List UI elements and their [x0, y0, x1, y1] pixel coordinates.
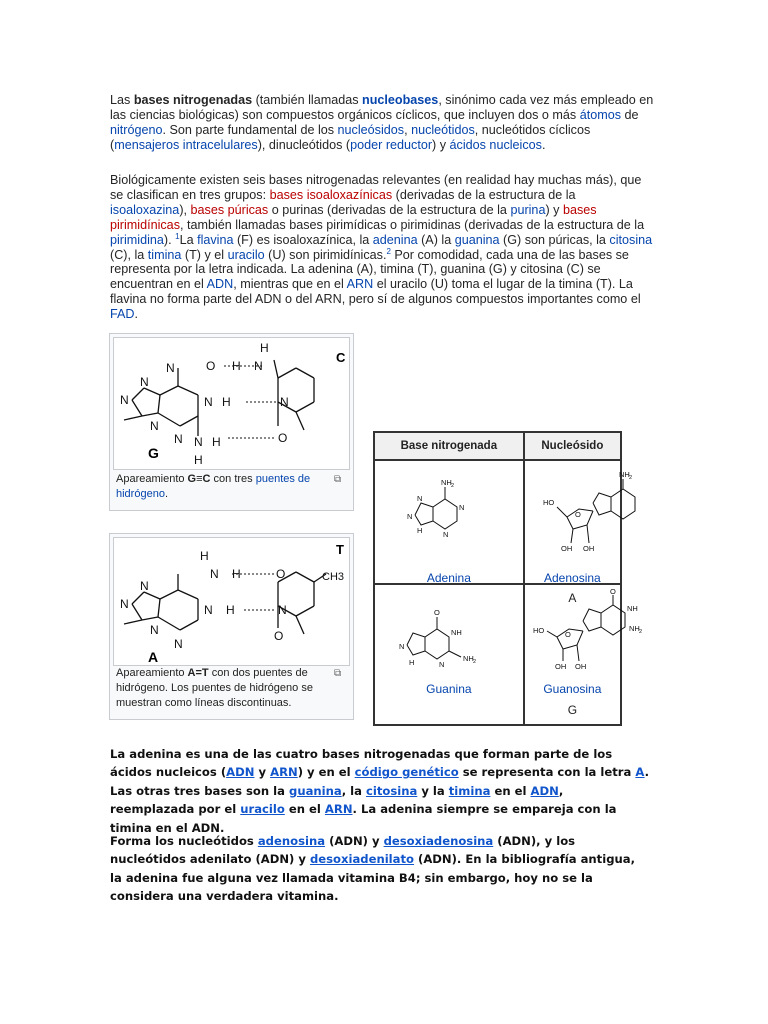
text: el uracilo (U) toma el lugar de la timina (T). La flavina no forma parte del ADN o del ARN, pero sí de algunos compuestos importantes como el	[110, 277, 641, 307]
cell-adenosina	[524, 460, 632, 605]
svg-text:N: N	[174, 637, 183, 651]
figure-caption	[116, 666, 331, 711]
gc-pair-diagram	[114, 338, 349, 469]
link-adenosina[interactable]: adenosina	[257, 834, 326, 848]
svg-text:N: N	[140, 375, 149, 389]
text: (ADN), y los nucleótidos adenilato (ADN) y	[110, 834, 576, 867]
link-bases-isoaloxazinicas[interactable]: bases isoaloxazínicas	[269, 187, 393, 202]
svg-text:N: N	[407, 512, 413, 521]
link-adn[interactable]: ADN	[206, 277, 234, 292]
text: en el	[490, 783, 531, 798]
link-poder-reductor[interactable]: poder reductor	[350, 137, 433, 152]
link-isoaloxazina[interactable]: isoaloxazina	[110, 202, 180, 217]
nucleoside-letter: A	[568, 591, 577, 605]
svg-text:NH: NH	[441, 478, 452, 487]
link-bases-puricas[interactable]: bases púricas	[190, 202, 269, 217]
text: , también llamadas bases pirimídicas o pirimidinas (derivadas de la estructura de la	[180, 217, 645, 232]
svg-text:N: N	[150, 419, 159, 433]
link-guanina[interactable]: guanina	[289, 783, 342, 798]
svg-text:OH: OH	[582, 544, 594, 553]
text: Apareamiento	[116, 473, 188, 485]
text: (G) son púricas, la	[499, 232, 610, 247]
text: se representa con la letra	[458, 765, 636, 780]
text: ,	[404, 122, 412, 137]
svg-text:NH: NH	[451, 628, 462, 637]
adenine-paragraph	[110, 745, 650, 837]
figure-gc-pairing	[109, 333, 354, 511]
base-label[interactable]: Guanina	[426, 682, 472, 696]
link-codigo-genetico[interactable]: código genético	[354, 765, 459, 780]
text: Apareamiento	[116, 667, 188, 679]
text: con tres	[210, 473, 256, 485]
text: (ADN) y	[325, 834, 384, 848]
link-arn[interactable]: ARN	[270, 765, 298, 780]
nucleoside-label[interactable]: Adenosina	[544, 571, 601, 585]
base-letter-g: G	[148, 445, 159, 461]
link-timina[interactable]: timina	[147, 247, 182, 262]
text: , mientras que en el	[233, 277, 347, 292]
text: . Son parte fundamental de los	[162, 122, 338, 137]
gc-structure-image	[113, 337, 350, 470]
text: (U) son pirimidínicas.	[264, 247, 387, 262]
at-pair-diagram	[114, 538, 349, 665]
svg-text:N: N	[166, 361, 175, 375]
text: La	[179, 232, 198, 247]
svg-text:O: O	[574, 510, 581, 519]
text: Forma los nucleótidos	[110, 834, 258, 848]
guanosine-structure	[527, 587, 647, 682]
svg-text:H: H	[226, 603, 235, 617]
figure-at-pairing	[109, 533, 354, 720]
svg-text:O: O	[276, 567, 286, 581]
svg-text:N: N	[443, 530, 449, 539]
text: (F) es isoaloxazínica, la	[233, 232, 373, 247]
base-letter-t: T	[336, 542, 344, 557]
link-a[interactable]: A	[635, 765, 645, 780]
svg-text:H: H	[212, 435, 221, 449]
link-nucleobases[interactable]: nucleobases	[362, 93, 439, 107]
svg-text:HO: HO	[532, 626, 544, 635]
text: , la	[341, 783, 366, 798]
link-flavina[interactable]: flavina	[197, 232, 234, 247]
text: de	[621, 107, 639, 122]
svg-text:N: N	[417, 494, 423, 503]
bold-term: bases nitrogenadas	[133, 93, 253, 107]
text: con dos puentes de hidrógeno. Los puentes de hidrógeno se muestran como líneas discontinuas.	[116, 667, 313, 709]
svg-text:H: H	[194, 453, 203, 467]
text: .	[134, 307, 138, 322]
text: ).	[163, 232, 176, 247]
methyl-group-label: CH3	[322, 571, 345, 583]
link-citosina[interactable]: citosina	[609, 232, 653, 247]
text: , sinónimo cada vez más empleado en las ciencias biológicas) son compuestos orgánicos cíclicos, que incluyen dos o más	[110, 93, 654, 122]
svg-text:H: H	[232, 567, 241, 581]
text: (T) y el	[181, 247, 228, 262]
link-desoxiadenilato[interactable]: desoxiadenilato	[309, 852, 414, 867]
base-letter-a: A	[148, 649, 159, 665]
header-nucleosido: Nucleósido	[524, 432, 621, 460]
svg-text:OH: OH	[574, 662, 586, 671]
link-puentes-de-hidrogeno[interactable]: puentes de hidrógeno	[116, 473, 311, 500]
svg-text:N: N	[194, 435, 203, 449]
link-adn[interactable]: ADN	[530, 783, 559, 798]
figure-caption	[116, 472, 316, 502]
svg-text:N: N	[140, 579, 149, 593]
svg-text:O: O	[564, 630, 571, 639]
bold-text: G≡C	[187, 473, 211, 485]
text: en el	[284, 802, 325, 817]
link-timina[interactable]: timina	[448, 783, 491, 798]
text: . Las otras tres bases son la	[110, 765, 649, 798]
footnote-ref[interactable]: 2	[386, 246, 391, 256]
text: ), dinucleótidos (	[257, 137, 351, 152]
magnify-icon[interactable]: ⧉	[334, 474, 342, 485]
cell-adenina	[374, 460, 524, 584]
at-structure-image	[113, 537, 350, 666]
svg-text:H: H	[417, 526, 423, 535]
link-guanina[interactable]: guanina	[454, 232, 500, 247]
svg-text:2: 2	[473, 659, 477, 665]
svg-text:H: H	[200, 549, 209, 563]
text: . La adenina siempre se empareja con la timina en el ADN.	[110, 802, 617, 835]
text: .	[541, 137, 546, 152]
text: , reemplazada por el	[110, 783, 564, 817]
svg-text:2: 2	[638, 629, 642, 635]
cell-guanina	[374, 584, 524, 725]
link-arn[interactable]: ARN	[346, 277, 374, 292]
link-fad[interactable]: FAD	[110, 307, 135, 322]
base-letter-c: C	[336, 350, 346, 365]
svg-text:H: H	[260, 341, 269, 355]
svg-text:N: N	[120, 393, 129, 407]
nucleoside-label[interactable]: Guanosina	[543, 682, 602, 696]
link-uracilo[interactable]: uracilo	[240, 802, 285, 817]
text: y la	[417, 783, 449, 798]
link-bases-pirimidinicas[interactable]: bases pirimidínicas	[110, 202, 597, 232]
svg-text:OH: OH	[560, 544, 572, 553]
link-mensajeros[interactable]: mensajeros intracelulares	[114, 137, 258, 152]
text: ) y	[545, 202, 563, 217]
link-adenina[interactable]: adenina	[372, 232, 418, 247]
svg-text:N: N	[204, 603, 213, 617]
text: , nucleótidos cíclicos (	[110, 122, 591, 152]
bold-text: A=T	[187, 667, 209, 679]
text: (C), la	[110, 247, 148, 262]
link-atomos[interactable]: átomos	[579, 107, 622, 122]
link-pirimidina[interactable]: pirimidina	[110, 232, 164, 247]
link-adn[interactable]: ADN	[226, 765, 255, 780]
svg-text:N: N	[399, 642, 405, 651]
cell-guanosina	[524, 584, 642, 725]
classification-paragraph	[110, 173, 655, 322]
link-purina[interactable]: purina	[510, 202, 546, 217]
svg-text:N: N	[150, 623, 159, 637]
svg-text:N: N	[459, 503, 465, 512]
svg-text:O: O	[206, 359, 216, 373]
svg-text:N: N	[280, 395, 289, 409]
svg-text:HO: HO	[542, 498, 554, 507]
text: Biológicamente existen seis bases nitrogenadas relevantes (en realidad hay muchas más), que se clasifican en tres grupos:	[110, 173, 642, 202]
svg-text:O: O	[274, 629, 284, 643]
link-acidos-nucleicos[interactable]: ácidos nucleicos	[449, 137, 542, 152]
text: y	[254, 765, 271, 780]
link-nitrogeno[interactable]: nitrógeno	[110, 122, 163, 137]
link-nucleosidos[interactable]: nucleósidos	[337, 122, 405, 137]
adenine-structure	[377, 463, 497, 553]
text: .	[164, 488, 168, 500]
svg-text:NH: NH	[628, 624, 640, 633]
base-label[interactable]: Adenina	[426, 571, 471, 585]
svg-text:H: H	[222, 395, 231, 409]
svg-text:O: O	[434, 608, 440, 617]
svg-text:N: N	[439, 660, 445, 669]
svg-text:N: N	[254, 359, 263, 373]
adenosine-structure	[527, 463, 647, 558]
text: ) y en el	[297, 765, 355, 780]
svg-text:H: H	[409, 658, 415, 667]
text: (ADN). En la bibliografía antigua, la adenina fue alguna vez llamada vitamina B4; sin embargo, hoy no se la considera una verdadera vitamina.	[110, 852, 635, 904]
text: (A) la	[417, 232, 455, 247]
svg-text:N: N	[120, 597, 129, 611]
intro-paragraph	[110, 93, 655, 153]
svg-text:OH: OH	[554, 662, 566, 671]
footnote-ref[interactable]: 1	[175, 231, 180, 241]
svg-text:2: 2	[628, 475, 632, 481]
svg-text:O: O	[609, 587, 616, 596]
link-uracilo[interactable]: uracilo	[227, 247, 265, 262]
text: Por comodidad, cada una de las bases se representa por la letra indicada. La adenina (A), timina (T), guanina (G) y citosina (C) se encuentran en el	[110, 247, 629, 292]
text: Las	[110, 93, 134, 107]
svg-text:N: N	[278, 603, 287, 617]
nucleotides-paragraph	[110, 832, 650, 906]
header-base: Base nitrogenada	[374, 432, 524, 460]
link-arn[interactable]: ARN	[324, 802, 353, 817]
svg-text:N: N	[210, 567, 219, 581]
nucleoside-table	[373, 431, 642, 726]
text: o purinas (derivadas de la estructura de la	[268, 202, 511, 217]
svg-text:2: 2	[451, 483, 455, 489]
svg-text:N: N	[204, 395, 213, 409]
text: ) y	[432, 137, 450, 152]
nucleoside-letter: G	[567, 703, 578, 717]
svg-text:N: N	[174, 432, 183, 446]
link-citosina[interactable]: citosina	[365, 783, 418, 798]
text: (derivadas de la estructura de la	[392, 187, 576, 202]
text: (también llamadas	[252, 93, 363, 107]
text: La adenina es una de las cuatro bases nitrogenadas que forman parte de los ácidos nucleicos (	[110, 747, 613, 780]
svg-text:H: H	[232, 359, 241, 373]
svg-text:NH: NH	[626, 604, 638, 613]
text: ),	[179, 202, 191, 217]
svg-text:NH: NH	[618, 470, 630, 479]
magnify-icon[interactable]: ⧉	[334, 668, 342, 679]
svg-text:NH: NH	[463, 654, 474, 663]
svg-text:O: O	[278, 431, 288, 445]
link-nucleotidos[interactable]: nucleótidos	[411, 122, 475, 137]
link-desoxiadenosina[interactable]: desoxiadenosina	[383, 834, 494, 848]
